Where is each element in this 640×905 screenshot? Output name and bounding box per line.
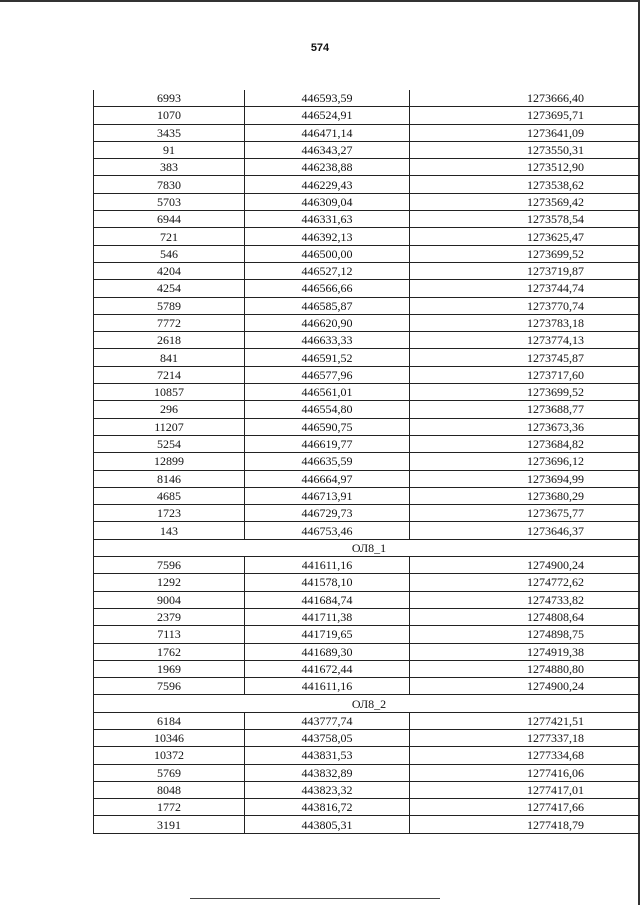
table-row xyxy=(94,297,640,314)
point-number-cell: 3435 xyxy=(94,124,245,141)
x-coordinate-cell: 443832,89 xyxy=(245,764,410,781)
x-coordinate-cell: 441684,74 xyxy=(245,591,410,608)
x-coordinate-cell: 446527,12 xyxy=(245,262,410,279)
y-coordinate-cell: 1273696,12 xyxy=(410,453,640,470)
y-coordinate-cell: 1273569,42 xyxy=(410,193,640,210)
table-row xyxy=(94,608,640,625)
point-number-cell: 5703 xyxy=(94,193,245,210)
point-number-cell: 383 xyxy=(94,159,245,176)
y-coordinate-cell: 1277418,79 xyxy=(410,816,640,833)
point-number-cell: 10372 xyxy=(94,747,245,764)
point-number-cell: 8048 xyxy=(94,781,245,798)
point-number-cell: 7214 xyxy=(94,366,245,383)
x-coordinate-cell: 443805,31 xyxy=(245,816,410,833)
point-number-cell: 2379 xyxy=(94,608,245,625)
x-coordinate-cell: 446593,59 xyxy=(245,90,410,107)
x-coordinate-cell: 446713,91 xyxy=(245,487,410,504)
x-coordinate-cell: 441672,44 xyxy=(245,660,410,677)
x-coordinate-cell: 443758,05 xyxy=(245,729,410,746)
x-coordinate-cell: 446561,01 xyxy=(245,384,410,401)
point-number-cell: 841 xyxy=(94,349,245,366)
point-number-cell: 5254 xyxy=(94,435,245,452)
table-row xyxy=(94,712,640,729)
table-row xyxy=(94,314,640,331)
x-coordinate-cell: 446635,59 xyxy=(245,453,410,470)
y-coordinate-cell: 1273744,74 xyxy=(410,280,640,297)
point-number-cell: 2618 xyxy=(94,332,245,349)
table-row xyxy=(94,626,640,643)
point-number-cell: 6944 xyxy=(94,211,245,228)
table-row xyxy=(94,660,640,677)
y-coordinate-cell: 1273699,52 xyxy=(410,245,640,262)
section-header-row xyxy=(94,695,640,712)
coordinates-table-container xyxy=(93,90,591,834)
x-coordinate-cell: 446554,80 xyxy=(245,401,410,418)
point-number-cell: 4254 xyxy=(94,280,245,297)
table-row xyxy=(94,729,640,746)
table-row xyxy=(94,574,640,591)
x-coordinate-cell: 446524,91 xyxy=(245,107,410,124)
y-coordinate-cell: 1273745,87 xyxy=(410,349,640,366)
x-coordinate-cell: 446633,33 xyxy=(245,332,410,349)
x-coordinate-cell: 441689,30 xyxy=(245,643,410,660)
table-row xyxy=(94,522,640,539)
y-coordinate-cell: 1274808,64 xyxy=(410,608,640,625)
table-row xyxy=(94,366,640,383)
table-row xyxy=(94,107,640,124)
x-coordinate-cell: 446585,87 xyxy=(245,297,410,314)
x-coordinate-cell: 446229,43 xyxy=(245,176,410,193)
y-coordinate-cell: 1274900,24 xyxy=(410,678,640,695)
x-coordinate-cell: 443816,72 xyxy=(245,799,410,816)
point-number-cell: 7772 xyxy=(94,314,245,331)
x-coordinate-cell: 446664,97 xyxy=(245,470,410,487)
point-number-cell: 7596 xyxy=(94,557,245,574)
point-number-cell: 91 xyxy=(94,141,245,158)
point-number-cell: 296 xyxy=(94,401,245,418)
y-coordinate-cell: 1274772,62 xyxy=(410,574,640,591)
x-coordinate-cell: 441711,38 xyxy=(245,608,410,625)
table-row xyxy=(94,245,640,262)
point-number-cell: 721 xyxy=(94,228,245,245)
table-row xyxy=(94,141,640,158)
table-row xyxy=(94,262,640,279)
x-coordinate-cell: 446331,63 xyxy=(245,211,410,228)
point-number-cell: 5789 xyxy=(94,297,245,314)
point-number-cell: 7596 xyxy=(94,678,245,695)
y-coordinate-cell: 1273783,18 xyxy=(410,314,640,331)
y-coordinate-cell: 1273512,90 xyxy=(410,159,640,176)
point-number-cell: 1772 xyxy=(94,799,245,816)
point-number-cell: 4685 xyxy=(94,487,245,504)
table-row xyxy=(94,90,640,107)
x-coordinate-cell: 446753,46 xyxy=(245,522,410,539)
table-row xyxy=(94,401,640,418)
point-number-cell: 3191 xyxy=(94,816,245,833)
x-coordinate-cell: 446392,13 xyxy=(245,228,410,245)
table-row xyxy=(94,384,640,401)
point-number-cell: 10857 xyxy=(94,384,245,401)
y-coordinate-cell: 1274880,80 xyxy=(410,660,640,677)
point-number-cell: 1070 xyxy=(94,107,245,124)
y-coordinate-cell: 1274733,82 xyxy=(410,591,640,608)
point-number-cell: 10346 xyxy=(94,729,245,746)
point-number-cell: 546 xyxy=(94,245,245,262)
y-coordinate-cell: 1277416,06 xyxy=(410,764,640,781)
x-coordinate-cell: 446620,90 xyxy=(245,314,410,331)
y-coordinate-cell: 1277417,01 xyxy=(410,781,640,798)
point-number-cell: 1762 xyxy=(94,643,245,660)
x-coordinate-cell: 446238,88 xyxy=(245,159,410,176)
page-number: 574 xyxy=(310,42,330,54)
point-number-cell: 11207 xyxy=(94,418,245,435)
table-row xyxy=(94,816,640,833)
point-number-cell: 6184 xyxy=(94,712,245,729)
table-row xyxy=(94,211,640,228)
table-row xyxy=(94,487,640,504)
coordinates-table-body xyxy=(94,90,640,833)
point-number-cell: 4204 xyxy=(94,262,245,279)
table-row xyxy=(94,280,640,297)
point-number-cell: 8146 xyxy=(94,470,245,487)
y-coordinate-cell: 1273699,52 xyxy=(410,384,640,401)
point-number-cell: 7830 xyxy=(94,176,245,193)
table-row xyxy=(94,764,640,781)
y-coordinate-cell: 1277337,18 xyxy=(410,729,640,746)
bottom-scan-line xyxy=(190,898,440,899)
x-coordinate-cell: 446309,04 xyxy=(245,193,410,210)
y-coordinate-cell: 1273673,36 xyxy=(410,418,640,435)
table-row xyxy=(94,159,640,176)
y-coordinate-cell: 1274898,75 xyxy=(410,626,640,643)
y-coordinate-cell: 1273719,87 xyxy=(410,262,640,279)
table-row xyxy=(94,557,640,574)
x-coordinate-cell: 446619,77 xyxy=(245,435,410,452)
y-coordinate-cell: 1274900,24 xyxy=(410,557,640,574)
x-coordinate-cell: 441611,16 xyxy=(245,557,410,574)
y-coordinate-cell: 1273625,47 xyxy=(410,228,640,245)
x-coordinate-cell: 446471,14 xyxy=(245,124,410,141)
table-row xyxy=(94,228,640,245)
point-number-cell: 5769 xyxy=(94,764,245,781)
x-coordinate-cell: 443777,74 xyxy=(245,712,410,729)
y-coordinate-cell: 1274919,38 xyxy=(410,643,640,660)
table-row xyxy=(94,453,640,470)
point-number-cell: 1292 xyxy=(94,574,245,591)
x-coordinate-cell: 441611,16 xyxy=(245,678,410,695)
y-coordinate-cell: 1273641,09 xyxy=(410,124,640,141)
table-row xyxy=(94,505,640,522)
table-row xyxy=(94,643,640,660)
table-row xyxy=(94,193,640,210)
point-number-cell: 6993 xyxy=(94,90,245,107)
x-coordinate-cell: 446577,96 xyxy=(245,366,410,383)
x-coordinate-cell: 446590,75 xyxy=(245,418,410,435)
y-coordinate-cell: 1273550,31 xyxy=(410,141,640,158)
y-coordinate-cell: 1273684,82 xyxy=(410,435,640,452)
section-label: ОЛ8_2 xyxy=(94,695,640,712)
table-row xyxy=(94,747,640,764)
y-coordinate-cell: 1273770,74 xyxy=(410,297,640,314)
x-coordinate-cell: 441719,65 xyxy=(245,626,410,643)
table-row xyxy=(94,591,640,608)
x-coordinate-cell: 443823,32 xyxy=(245,781,410,798)
point-number-cell: 9004 xyxy=(94,591,245,608)
table-row xyxy=(94,349,640,366)
section-header-row xyxy=(94,539,640,556)
table-row xyxy=(94,418,640,435)
y-coordinate-cell: 1273675,77 xyxy=(410,505,640,522)
table-row xyxy=(94,678,640,695)
section-label: ОЛ8_1 xyxy=(94,539,640,556)
y-coordinate-cell: 1277421,51 xyxy=(410,712,640,729)
y-coordinate-cell: 1273695,71 xyxy=(410,107,640,124)
point-number-cell: 7113 xyxy=(94,626,245,643)
y-coordinate-cell: 1277334,68 xyxy=(410,747,640,764)
y-coordinate-cell: 1277417,66 xyxy=(410,799,640,816)
y-coordinate-cell: 1273694,99 xyxy=(410,470,640,487)
point-number-cell: 1723 xyxy=(94,505,245,522)
y-coordinate-cell: 1273774,13 xyxy=(410,332,640,349)
coordinates-table xyxy=(93,90,640,834)
x-coordinate-cell: 446591,52 xyxy=(245,349,410,366)
point-number-cell: 143 xyxy=(94,522,245,539)
y-coordinate-cell: 1273666,40 xyxy=(410,90,640,107)
table-row xyxy=(94,781,640,798)
x-coordinate-cell: 446566,66 xyxy=(245,280,410,297)
table-row xyxy=(94,435,640,452)
table-row xyxy=(94,176,640,193)
y-coordinate-cell: 1273688,77 xyxy=(410,401,640,418)
x-coordinate-cell: 446343,27 xyxy=(245,141,410,158)
point-number-cell: 12899 xyxy=(94,453,245,470)
y-coordinate-cell: 1273538,62 xyxy=(410,176,640,193)
table-row xyxy=(94,470,640,487)
table-row xyxy=(94,124,640,141)
page-frame-top xyxy=(0,0,640,2)
x-coordinate-cell: 446729,73 xyxy=(245,505,410,522)
point-number-cell: 1969 xyxy=(94,660,245,677)
y-coordinate-cell: 1273578,54 xyxy=(410,211,640,228)
y-coordinate-cell: 1273680,29 xyxy=(410,487,640,504)
x-coordinate-cell: 441578,10 xyxy=(245,574,410,591)
y-coordinate-cell: 1273646,37 xyxy=(410,522,640,539)
x-coordinate-cell: 443831,53 xyxy=(245,747,410,764)
table-row xyxy=(94,332,640,349)
x-coordinate-cell: 446500,00 xyxy=(245,245,410,262)
table-row xyxy=(94,799,640,816)
y-coordinate-cell: 1273717,60 xyxy=(410,366,640,383)
